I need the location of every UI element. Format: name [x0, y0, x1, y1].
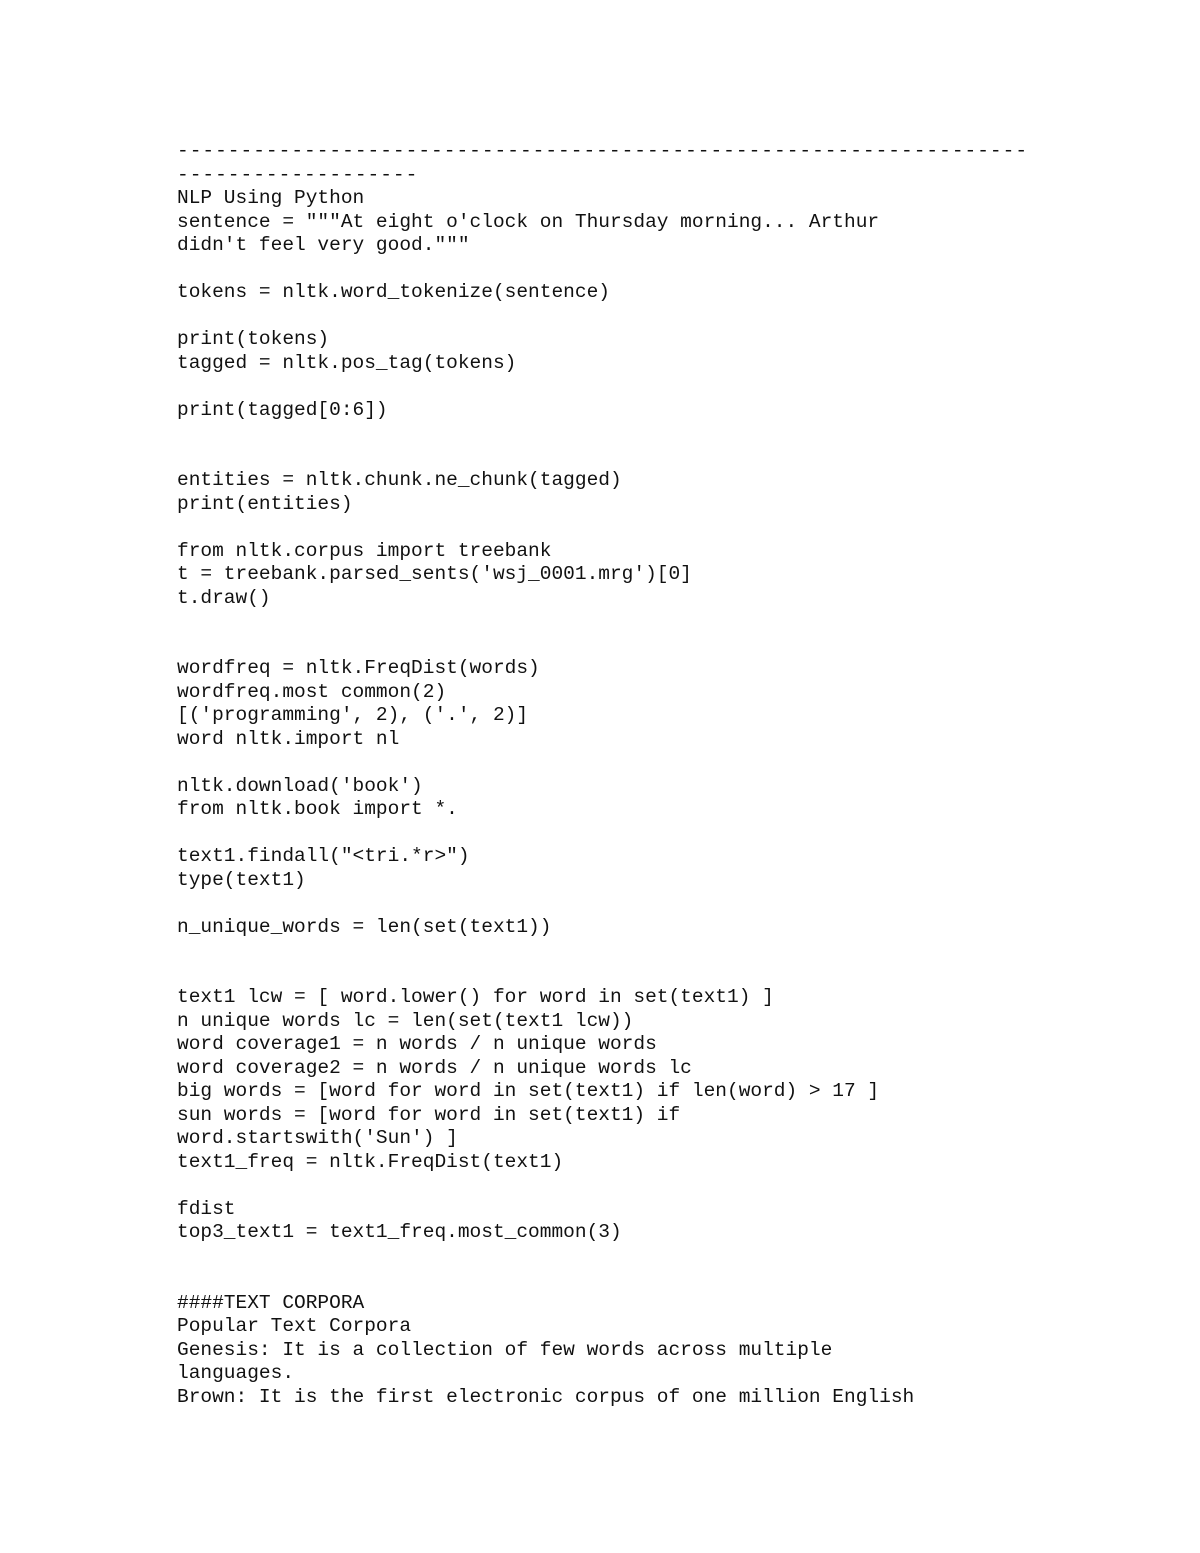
blank-line — [177, 751, 1077, 775]
code-line: tagged = nltk.pos_tag(tokens) — [177, 351, 517, 374]
code-line: t = treebank.parsed_sents('wsj_0001.mrg')[0] — [177, 563, 692, 585]
blank-line — [177, 610, 1077, 634]
blank-line — [177, 375, 1077, 399]
blank-line — [177, 305, 1077, 329]
code-line: wordfreq.most common(2) — [177, 680, 447, 703]
code-line: print(tokens) — [177, 328, 330, 350]
code-line: type(text1) — [177, 868, 306, 891]
code-line: word nltk.import nl — [177, 727, 400, 750]
code-line: wordfreq = nltk.FreqDist(words) — [177, 657, 540, 679]
code-line: print(tagged[0:6]) — [177, 398, 388, 421]
blank-line — [177, 446, 1077, 470]
code-line: from nltk.corpus import treebank — [177, 539, 552, 562]
blank-line — [177, 634, 1077, 658]
code-line: [('programming', 2), ('.', 2)] — [177, 704, 529, 726]
code-line: n_unique_words = len(set(text1)) — [177, 915, 552, 938]
separator-line: ------------------------------------------------------------------- — [177, 140, 1029, 162]
blank-line — [177, 516, 1077, 540]
code-line: word coverage1 = n words / n unique words — [177, 1033, 657, 1055]
section-heading: ####TEXT CORPORA — [177, 1291, 365, 1314]
document-page — [177, 140, 1077, 1409]
separator-line: ------------------- — [177, 163, 419, 186]
code-line: nltk.download('book') — [177, 774, 423, 797]
code-line: n unique words lc = len(set(text1 lcw)) — [177, 1009, 634, 1032]
text-line: Genesis: It is a collection of few words across multiple — [177, 1338, 833, 1361]
blank-line — [177, 939, 1077, 963]
blank-line — [177, 892, 1077, 916]
text-line: Brown: It is the first electronic corpus of one million English — [177, 1385, 915, 1408]
blank-line — [177, 422, 1077, 446]
blank-line — [177, 822, 1077, 846]
code-line: didn't feel very good.""" — [177, 234, 470, 256]
code-line: from nltk.book import *. — [177, 798, 458, 820]
code-line: fdist — [177, 1197, 236, 1220]
code-line: t.draw() — [177, 586, 271, 609]
text-line: languages. — [177, 1362, 295, 1384]
code-line: tokens = nltk.word_tokenize(sentence) — [177, 281, 610, 303]
blank-line — [177, 1174, 1077, 1198]
code-line: sun words = [word for word in set(text1) if — [177, 1103, 681, 1126]
code-line: big words = [word for word in set(text1) if len(word) > 17 ] — [177, 1080, 880, 1102]
section-subheading: Popular Text Corpora — [177, 1315, 412, 1337]
blank-line — [177, 1268, 1077, 1292]
code-line: print(entities) — [177, 492, 353, 515]
blank-line — [177, 963, 1077, 987]
blank-line — [177, 258, 1077, 282]
code-line: word.startswith('Sun') ] — [177, 1127, 458, 1149]
code-line: top3_text1 = text1_freq.most_common(3) — [177, 1221, 622, 1243]
code-line: text1.findall("<tri.*r>") — [177, 845, 470, 867]
code-line: entities = nltk.chunk.ne_chunk(tagged) — [177, 469, 622, 491]
code-line: text1_freq = nltk.FreqDist(text1) — [177, 1150, 564, 1173]
blank-line — [177, 1245, 1077, 1269]
code-line: word coverage2 = n words / n unique words lc — [177, 1056, 692, 1079]
code-line: sentence = """At eight o'clock on Thursday morning... Arthur — [177, 210, 880, 233]
document-title: NLP Using Python — [177, 187, 365, 209]
code-line: text1 lcw = [ word.lower() for word in set(text1) ] — [177, 986, 774, 1008]
